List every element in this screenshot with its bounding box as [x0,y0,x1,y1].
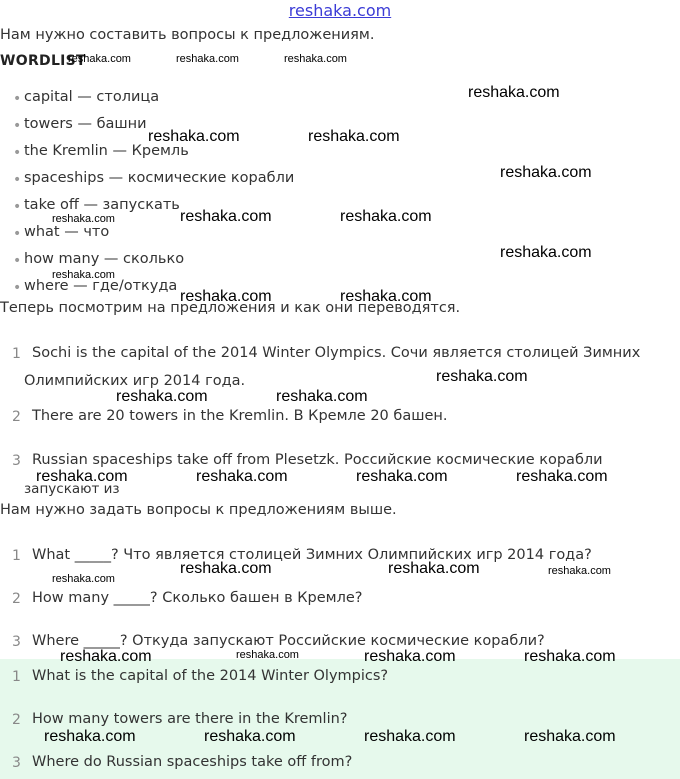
intro-text-3: Нам нужно задать вопросы к предложениям выше. [0,502,397,518]
watermark: reshaka.com [340,288,432,305]
question-text: How many _____? Сколько башен в Кремле? [32,590,363,606]
watermark: reshaka.com [68,53,131,65]
bullet-icon: • [13,172,22,188]
site-header-link[interactable]: reshaka.com [288,1,392,20]
watermark: reshaka.com [436,368,528,385]
watermark: reshaka.com [60,648,152,665]
answer-text: How many towers are there in the Kremlin? [32,711,348,727]
watermark: reshaka.com [364,648,456,665]
bullet-icon: • [13,145,22,161]
watermark: reshaka.com [516,468,608,485]
question-text: What _____? Что является столицей Зимних Олимпийских игр 2014 года? [32,547,592,563]
item-number: 3 [12,634,21,650]
watermark: reshaka.com [180,560,272,577]
bullet-icon: • [13,253,22,269]
watermark: reshaka.com [388,560,480,577]
watermark: reshaka.com [356,468,448,485]
item-number: 1 [12,346,21,362]
item-number: 3 [12,755,21,771]
question-text: Where _____? Откуда запускают Российские космические корабли? [32,633,545,649]
wordlist-item: where — где/откуда [24,278,178,294]
watermark: reshaka.com [500,164,592,181]
wordlist-item: the Kremlin — Кремль [24,143,189,159]
item-number: 2 [12,712,21,728]
watermark: reshaka.com [276,388,368,405]
bullet-icon: • [13,91,22,107]
watermark: reshaka.com [36,468,128,485]
watermark: reshaka.com [180,288,272,305]
watermark: reshaka.com [52,269,115,281]
watermark: reshaka.com [524,728,616,745]
wordlist-item: what — что [24,224,110,240]
watermark: reshaka.com [148,128,240,145]
watermark: reshaka.com [116,388,208,405]
watermark: reshaka.com [176,53,239,65]
item-number: 1 [12,669,21,685]
watermark: reshaka.com [180,208,272,225]
watermark: reshaka.com [524,648,616,665]
wordlist-item: take off — запускать [24,197,180,213]
watermark: reshaka.com [308,128,400,145]
sentence-text: Sochi is the capital of the 2014 Winter Olympics. Сочи является столицей Зимних [32,345,641,361]
watermark: reshaka.com [284,53,347,65]
wordlist-item: capital — столица [24,89,160,105]
intro-text-1: Нам нужно составить вопросы к предложениям. [0,27,375,43]
wordlist-item: how many — сколько [24,251,185,267]
sentence-text-cont: запускают из [24,481,120,497]
sentence-text: Russian spaceships take off from Plesetzk. Российские космические корабли [32,452,603,468]
item-number: 2 [12,409,21,425]
intro-text-2: Теперь посмотрим на предложения и как они переводятся. [0,300,461,316]
sentence-text: There are 20 towers in the Kremlin. В Кремле 20 башен. [32,408,448,424]
watermark: reshaka.com [44,728,136,745]
watermark: reshaka.com [236,649,299,661]
watermark: reshaka.com [204,728,296,745]
wordlist-item: towers — башни [24,116,147,132]
watermark: reshaka.com [52,573,115,585]
answer-text: What is the capital of the 2014 Winter Olympics? [32,668,389,684]
watermark: reshaka.com [364,728,456,745]
bullet-icon: • [13,226,22,242]
item-number: 1 [12,548,21,564]
wordlist-item: spaceships — космические корабли [24,170,295,186]
watermark: reshaka.com [52,213,115,225]
watermark: reshaka.com [340,208,432,225]
watermark: reshaka.com [548,565,611,577]
watermark: reshaka.com [500,244,592,261]
answer-text: Where do Russian spaceships take off from? [32,754,353,770]
item-number: 3 [12,453,21,469]
bullet-icon: • [13,280,22,296]
wordlist-title: WORDLIST [0,53,86,69]
bullet-icon: • [13,118,22,134]
watermark: reshaka.com [468,84,560,101]
watermark: reshaka.com [196,468,288,485]
item-number: 2 [12,591,21,607]
bullet-icon: • [13,199,22,215]
sentence-text-cont: Олимпийских игр 2014 года. [24,373,246,389]
